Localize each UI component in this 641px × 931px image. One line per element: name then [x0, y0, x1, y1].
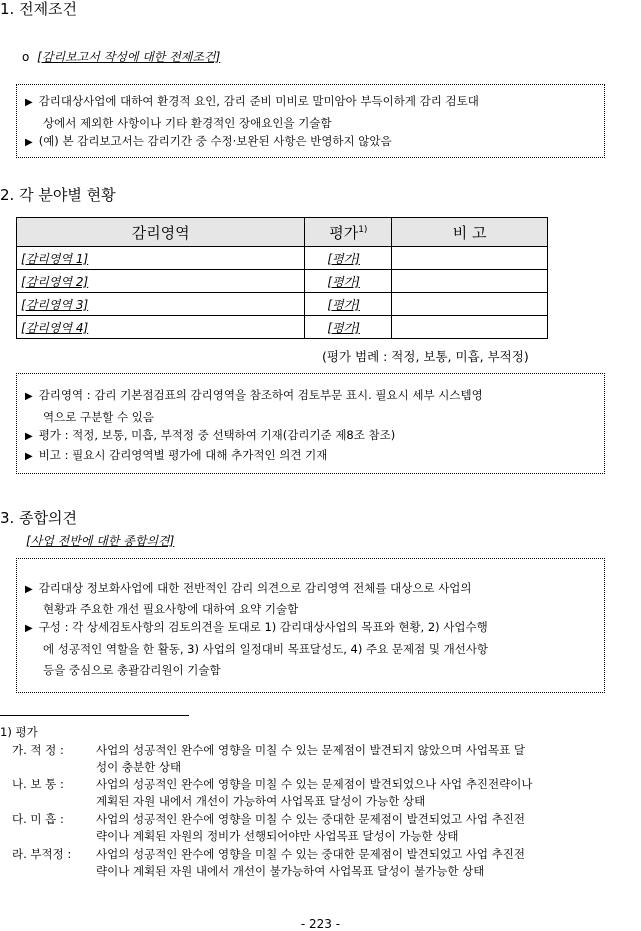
footnote-entry-text: 략이나 계획된 자원의 정비가 선행되어야만 사업목표 달성이 가능한 상태 — [96, 829, 459, 843]
list-item-continuation: 에 성공적인 역할을 한 활동, 3) 사업의 일정대비 목표달성도, 4) 주요 문제점 및 개선사항 — [43, 642, 489, 656]
evaluation-table — [16, 217, 548, 339]
footnote-entry-label: 가. 적 정 : — [12, 743, 64, 757]
list-item: ▶ 구성 : 각 상세검토사항의 검토의견을 토대로 1) 감리대상사업의 목표와 현황, 2) 사업수행 — [25, 620, 488, 634]
table-row: [감리영역 2] [평가] — [17, 270, 548, 293]
list-item: ▶ 평가 : 적정, 보통, 미흡, 부적정 중 선택하여 기재(감리기준 제8조 참조) — [25, 428, 396, 442]
triangle-bullet-icon: ▶ — [25, 451, 33, 462]
list-item: ▶ (예) 본 감리보고서는 감리기간 중 수정·보완된 사항은 반영하지 않았음 — [25, 134, 392, 148]
footnote-entry-text: 사업의 성공적인 완수에 영향을 미칠 수 있는 중대한 문제점이 발견되었고 사업 추진전 — [96, 812, 526, 826]
list-item: ▶ 비고 : 필요시 감리영역별 평가에 대해 추가적인 의견 기재 — [25, 448, 328, 462]
triangle-bullet-icon: ▶ — [25, 584, 33, 595]
list-item: ▶ 감리대상 정보화사업에 대한 전반적인 감리 의견으로 감리영역 전체를 대상으로 사업의 — [25, 581, 472, 595]
footnote-entry-label: 나. 보 통 : — [12, 777, 64, 791]
section-3-note-box — [16, 558, 605, 693]
section-1-heading: 1. 전제조건 — [0, 0, 78, 18]
triangle-bullet-icon: ▶ — [25, 391, 33, 402]
table-row: [감리영역 3] [평가] — [17, 293, 548, 316]
evaluation-legend: (평가 범례 : 적정, 보통, 미흡, 부적정) — [322, 349, 529, 364]
footnote-entry-text: 계획된 자원 내에서 개선이 가능하여 사업목표 달성이 가능한 상태 — [96, 794, 426, 808]
list-item-continuation: 등을 중심으로 총괄감리원이 기술함 — [43, 663, 221, 677]
list-item-continuation: 상에서 제외한 사항이나 기타 환경적인 장애요인을 기술함 — [43, 116, 332, 130]
list-item-continuation: 역으로 구분할 수 있음 — [43, 410, 154, 424]
header-audit-area: 감리영역 — [17, 218, 305, 247]
list-item-continuation: 현황과 주요한 개선 필요사항에 대하여 요약 기술함 — [43, 602, 299, 616]
footnote-entry-text: 략이나 계획된 자원 내에서 개선이 불가능하여 사업목표 달성이 불가능한 상태 — [96, 864, 485, 878]
footnote-entry-label: 라. 부적정 : — [12, 847, 72, 861]
footnote-mark: 1) — [358, 224, 368, 235]
header-evaluation: 평가$^{1)}$ — [305, 218, 392, 247]
list-item: ▶ 감리대상사업에 대하여 환경적 요인, 감리 준비 미비로 말미암아 부득이하게 감리 검토대 — [25, 94, 479, 108]
footnote-entry-text: 성이 충분한 상태 — [96, 760, 182, 774]
section-3-heading: 3. 종합의견 — [0, 509, 78, 527]
section-2-note-box — [16, 373, 605, 474]
triangle-bullet-icon: ▶ — [25, 97, 33, 108]
page-number: - 223 - — [300, 917, 341, 931]
table-row: [감리영역 1] [평가] — [17, 247, 548, 270]
footnote-title: 1) 평가 — [0, 725, 38, 739]
triangle-bullet-icon: ▶ — [25, 623, 33, 634]
section-1-subtitle-line — [22, 48, 220, 65]
section-3-subtitle: [사업 전반에 대한 종합의견] — [26, 534, 175, 548]
list-item: ▶ 감리영역 : 감리 기본점검표의 감리영역을 참조하여 검토부문 표시. 필요시 세부 시스템영 — [25, 388, 483, 402]
header-remarks: 비 고 — [392, 218, 548, 247]
section-2-heading: 2. 각 분야별 현황 — [0, 186, 116, 204]
section-1-note-box — [16, 84, 605, 158]
footnote-entry-text: 사업의 성공적인 완수에 영향을 미칠 수 있는 문제점이 발견되지 않았으며 사업목표 달 — [96, 743, 526, 757]
footnote-entry-label: 다. 미 흡 : — [12, 812, 64, 826]
table-row: [감리영역 4] [평가] — [17, 316, 548, 339]
section-1-subtitle: [감리보고서 작성에 대한 전제조건] — [37, 50, 221, 64]
footnote-separator — [0, 715, 189, 716]
table-header-row — [17, 218, 548, 247]
triangle-bullet-icon: ▶ — [25, 137, 33, 148]
footnote-entry-text: 사업의 성공적인 완수에 영향을 미칠 수 있는 중대한 문제점이 발견되었고 사업 추진전 — [96, 847, 526, 861]
triangle-bullet-icon: ▶ — [25, 431, 33, 442]
bullet-o: o — [22, 50, 30, 64]
footnote-entry-text: 사업의 성공적인 완수에 영향을 미칠 수 있는 문제점이 발견되었으나 사업 추진전략이나 — [96, 777, 533, 791]
